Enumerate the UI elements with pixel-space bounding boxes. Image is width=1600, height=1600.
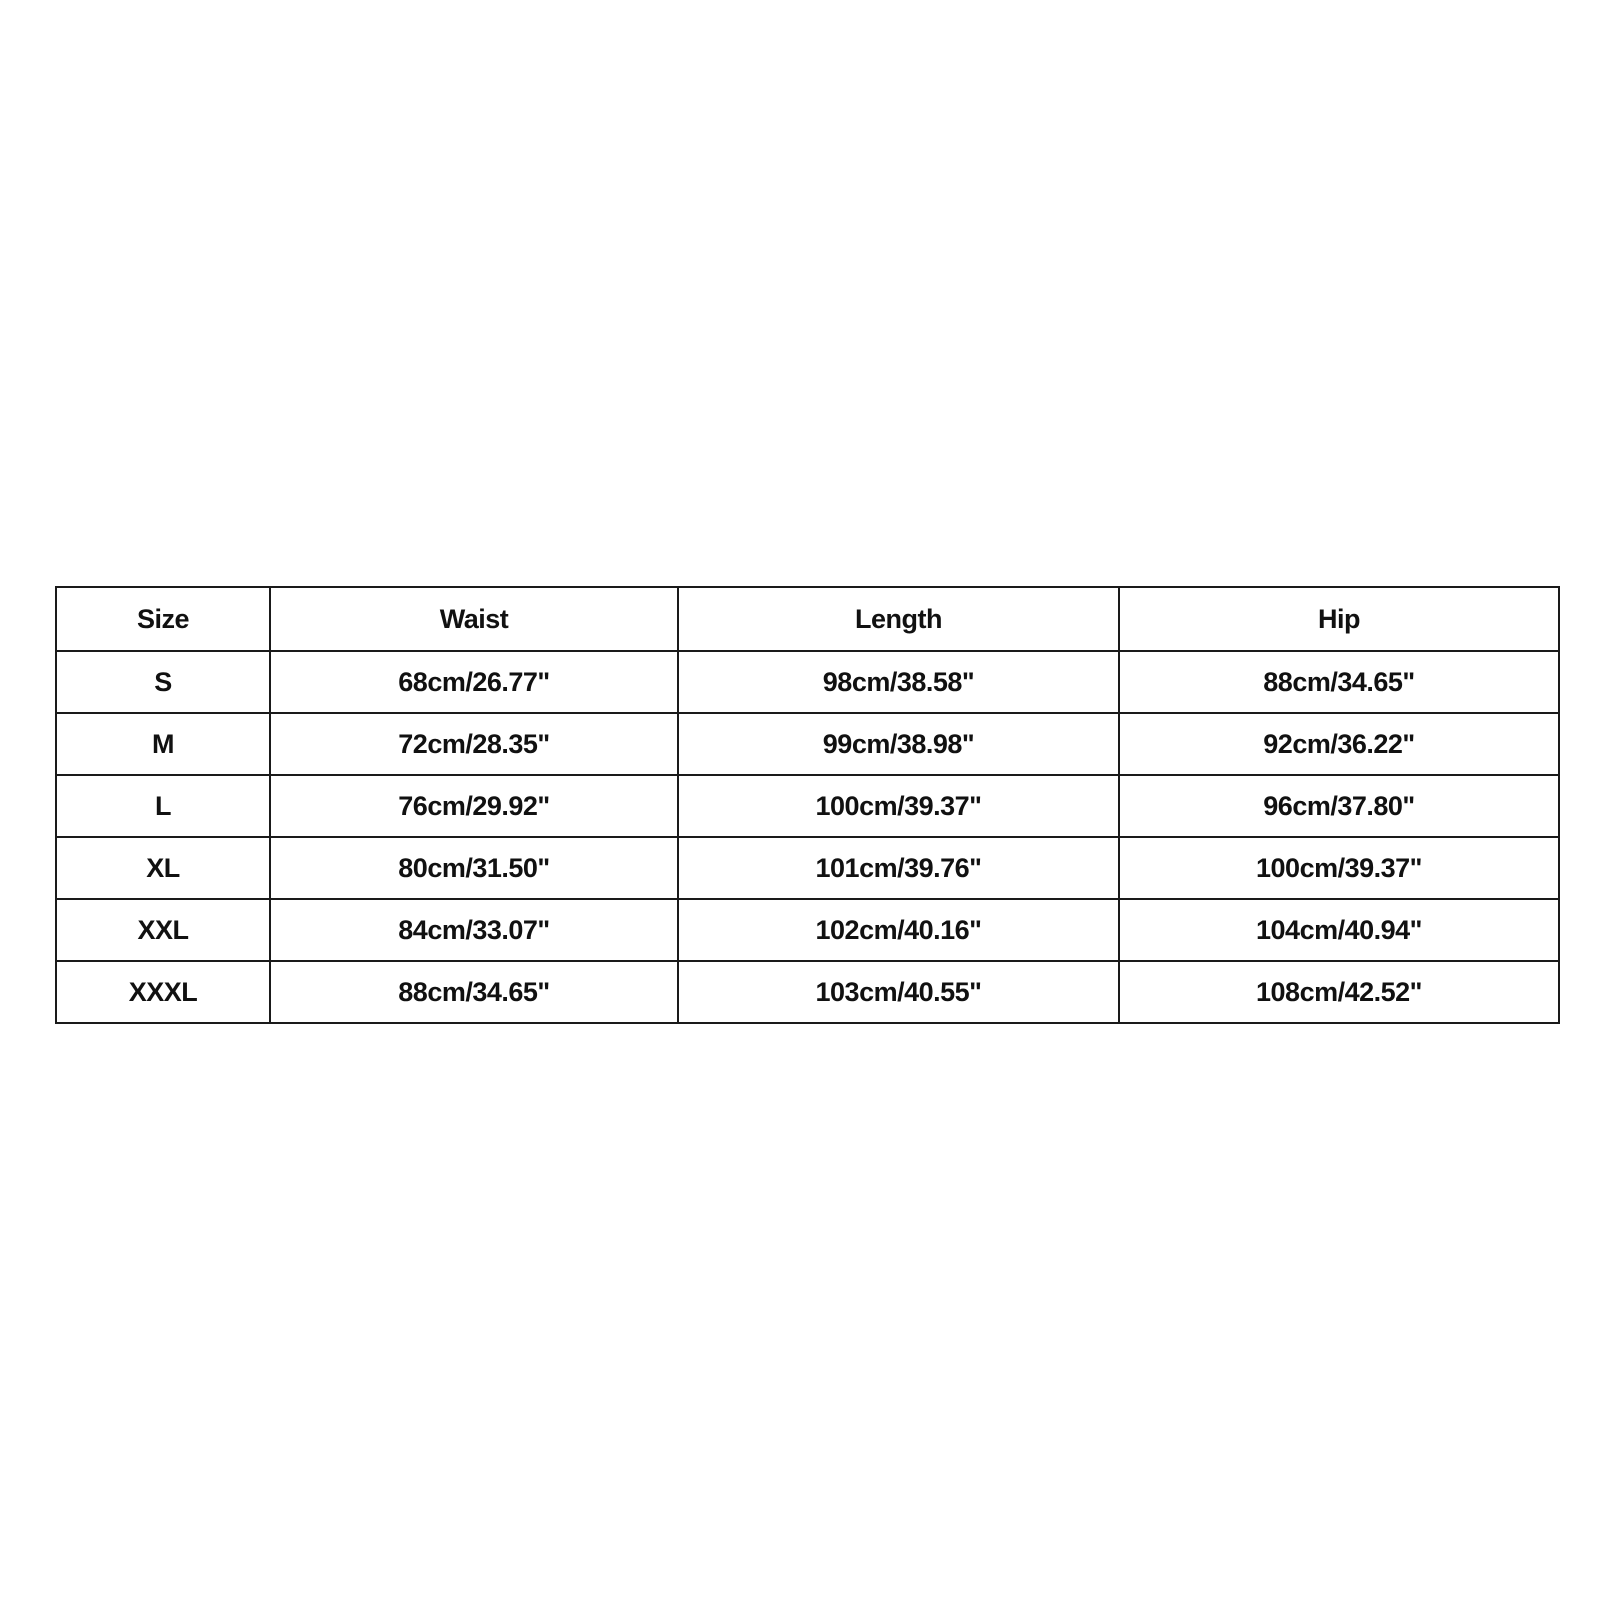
table-row (56, 961, 1559, 1023)
cell-size: M (56, 713, 270, 775)
cell-hip: 104cm/40.94" (1119, 899, 1559, 961)
table-row (56, 713, 1559, 775)
table-row (56, 899, 1559, 961)
cell-length: 102cm/40.16" (678, 899, 1119, 961)
cell-hip: 88cm/34.65" (1119, 651, 1559, 713)
header-hip: Hip (1119, 587, 1559, 651)
cell-length: 103cm/40.55" (678, 961, 1119, 1023)
header-length: Length (678, 587, 1119, 651)
header-waist: Waist (270, 587, 678, 651)
cell-length: 98cm/38.58" (678, 651, 1119, 713)
cell-hip: 100cm/39.37" (1119, 837, 1559, 899)
cell-length: 99cm/38.98" (678, 713, 1119, 775)
cell-length: 100cm/39.37" (678, 775, 1119, 837)
table-row (56, 651, 1559, 713)
cell-waist: 68cm/26.77" (270, 651, 678, 713)
table-row (56, 837, 1559, 899)
cell-size: XXXL (56, 961, 270, 1023)
cell-hip: 92cm/36.22" (1119, 713, 1559, 775)
cell-size: XXL (56, 899, 270, 961)
cell-size: L (56, 775, 270, 837)
cell-waist: 88cm/34.65" (270, 961, 678, 1023)
size-chart-table (55, 586, 1560, 1024)
cell-waist: 84cm/33.07" (270, 899, 678, 961)
cell-size: S (56, 651, 270, 713)
table-row (56, 775, 1559, 837)
cell-size: XL (56, 837, 270, 899)
cell-hip: 96cm/37.80" (1119, 775, 1559, 837)
cell-waist: 80cm/31.50" (270, 837, 678, 899)
cell-length: 101cm/39.76" (678, 837, 1119, 899)
cell-hip: 108cm/42.52" (1119, 961, 1559, 1023)
table-header-row (56, 587, 1559, 651)
cell-waist: 72cm/28.35" (270, 713, 678, 775)
cell-waist: 76cm/29.92" (270, 775, 678, 837)
header-size: Size (56, 587, 270, 651)
